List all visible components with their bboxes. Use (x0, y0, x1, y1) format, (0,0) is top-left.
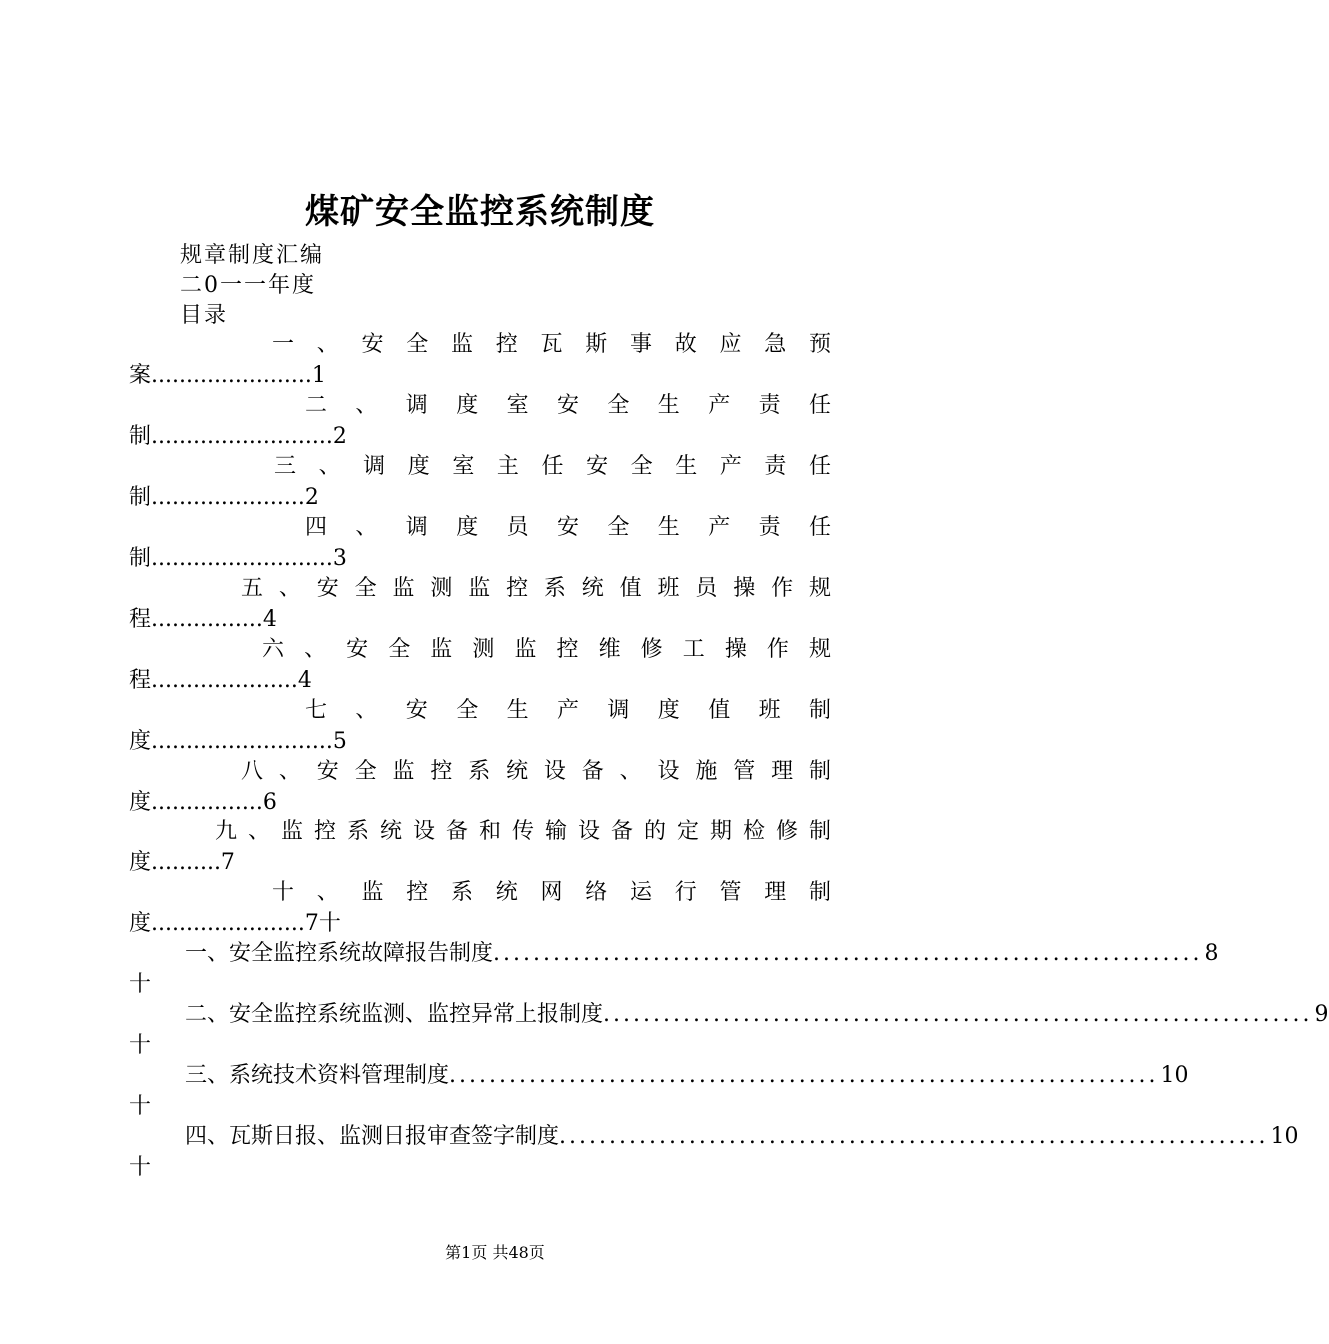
toc-entry-1-line1: 一 、 安 全 监 控 瓦 斯 事 故 应 急 预 (272, 332, 831, 357)
toc-entry-8-line2: 度................6 (129, 790, 277, 815)
toc-entry-7-line1: 七 、 安 全 生 产 调 度 值 班 制 (305, 698, 831, 723)
toc-entry-10-line2: 度......................7十 (129, 911, 341, 936)
toc-entry-6-line1: 六 、 安 全 监 测 监 控 维 修 工 操 作 规 (262, 637, 831, 662)
toc-entry-12-continuation: 十 (129, 1033, 152, 1058)
toc-entry-12 (185, 1000, 1329, 1030)
toc-entry-12-page: 9 (1314, 1002, 1329, 1027)
toc-entry-14-continuation: 十 (129, 1155, 152, 1180)
toc-entry-4-line2: 制..........................3 (129, 546, 347, 571)
toc-entry-5-line2: 程................4 (129, 607, 277, 632)
toc-heading: 目录 (180, 303, 229, 328)
toc-entry-1-line2: 案.......................1 (129, 363, 326, 388)
toc-entry-8-line1: 八 、 安 全 监 控 系 统 设 备 、 设 施 管 理 制 (241, 759, 831, 784)
toc-entry-13-page: 10 (1160, 1063, 1189, 1088)
toc-entry-2-line2: 制..........................2 (129, 424, 347, 449)
toc-entry-4-line1: 四 、 调 度 员 安 全 生 产 责 任 (305, 515, 831, 540)
toc-entry-3-line2: 制......................2 (129, 485, 319, 510)
page-footer: 第1页 共48页 (445, 1243, 545, 1262)
year-label: 二0一一年度 (180, 273, 316, 298)
dot-leader: ....................................................................... (603, 1002, 1313, 1027)
toc-entry-5-line1: 五 、 安 全 监 测 监 控 系 统 值 班 员 操 作 规 (241, 576, 831, 601)
dot-leader: ....................................................................... (449, 1063, 1159, 1088)
document-title: 煤矿安全监控系统制度 (305, 192, 655, 232)
toc-entry-6-line2: 程.....................4 (129, 668, 312, 693)
toc-entry-2-line1: 二 、 调 度 室 安 全 生 产 责 任 (305, 393, 831, 418)
toc-entry-14-page: 10 (1270, 1124, 1299, 1149)
toc-entry-13 (185, 1061, 1189, 1091)
toc-entry-11-text: 一、安全监控系统故障报告制度 (185, 941, 494, 966)
toc-entry-3-line1: 三 、 调 度 室 主 任 安 全 生 产 责 任 (274, 454, 831, 479)
toc-entry-11-page: 8 (1204, 941, 1219, 966)
dot-leader: ....................................................................... (493, 941, 1203, 966)
toc-entry-11-continuation: 十 (129, 972, 152, 997)
toc-entry-14-text: 四、瓦斯日报、监测日报审查签字制度 (185, 1124, 560, 1149)
toc-entry-13-text: 三、系统技术资料管理制度 (185, 1063, 450, 1088)
toc-entry-9-line2: 度..........7 (129, 850, 235, 875)
toc-entry-12-text: 二、安全监控系统监测、监控异常上报制度 (185, 1002, 604, 1027)
toc-entry-7-line2: 度..........................5 (129, 729, 347, 754)
toc-entry-13-continuation: 十 (129, 1094, 152, 1119)
compilation-label: 规章制度汇编 (180, 243, 325, 268)
toc-entry-9-line1: 九 、 监 控 系 统 设 备 和 传 输 设 备 的 定 期 检 修 制 (215, 819, 831, 844)
dot-leader: ....................................................................... (559, 1124, 1269, 1149)
toc-entry-11 (185, 939, 1219, 969)
toc-entry-14 (185, 1122, 1299, 1152)
toc-entry-10-line1: 十 、 监 控 系 统 网 络 运 行 管 理 制 (272, 880, 831, 905)
